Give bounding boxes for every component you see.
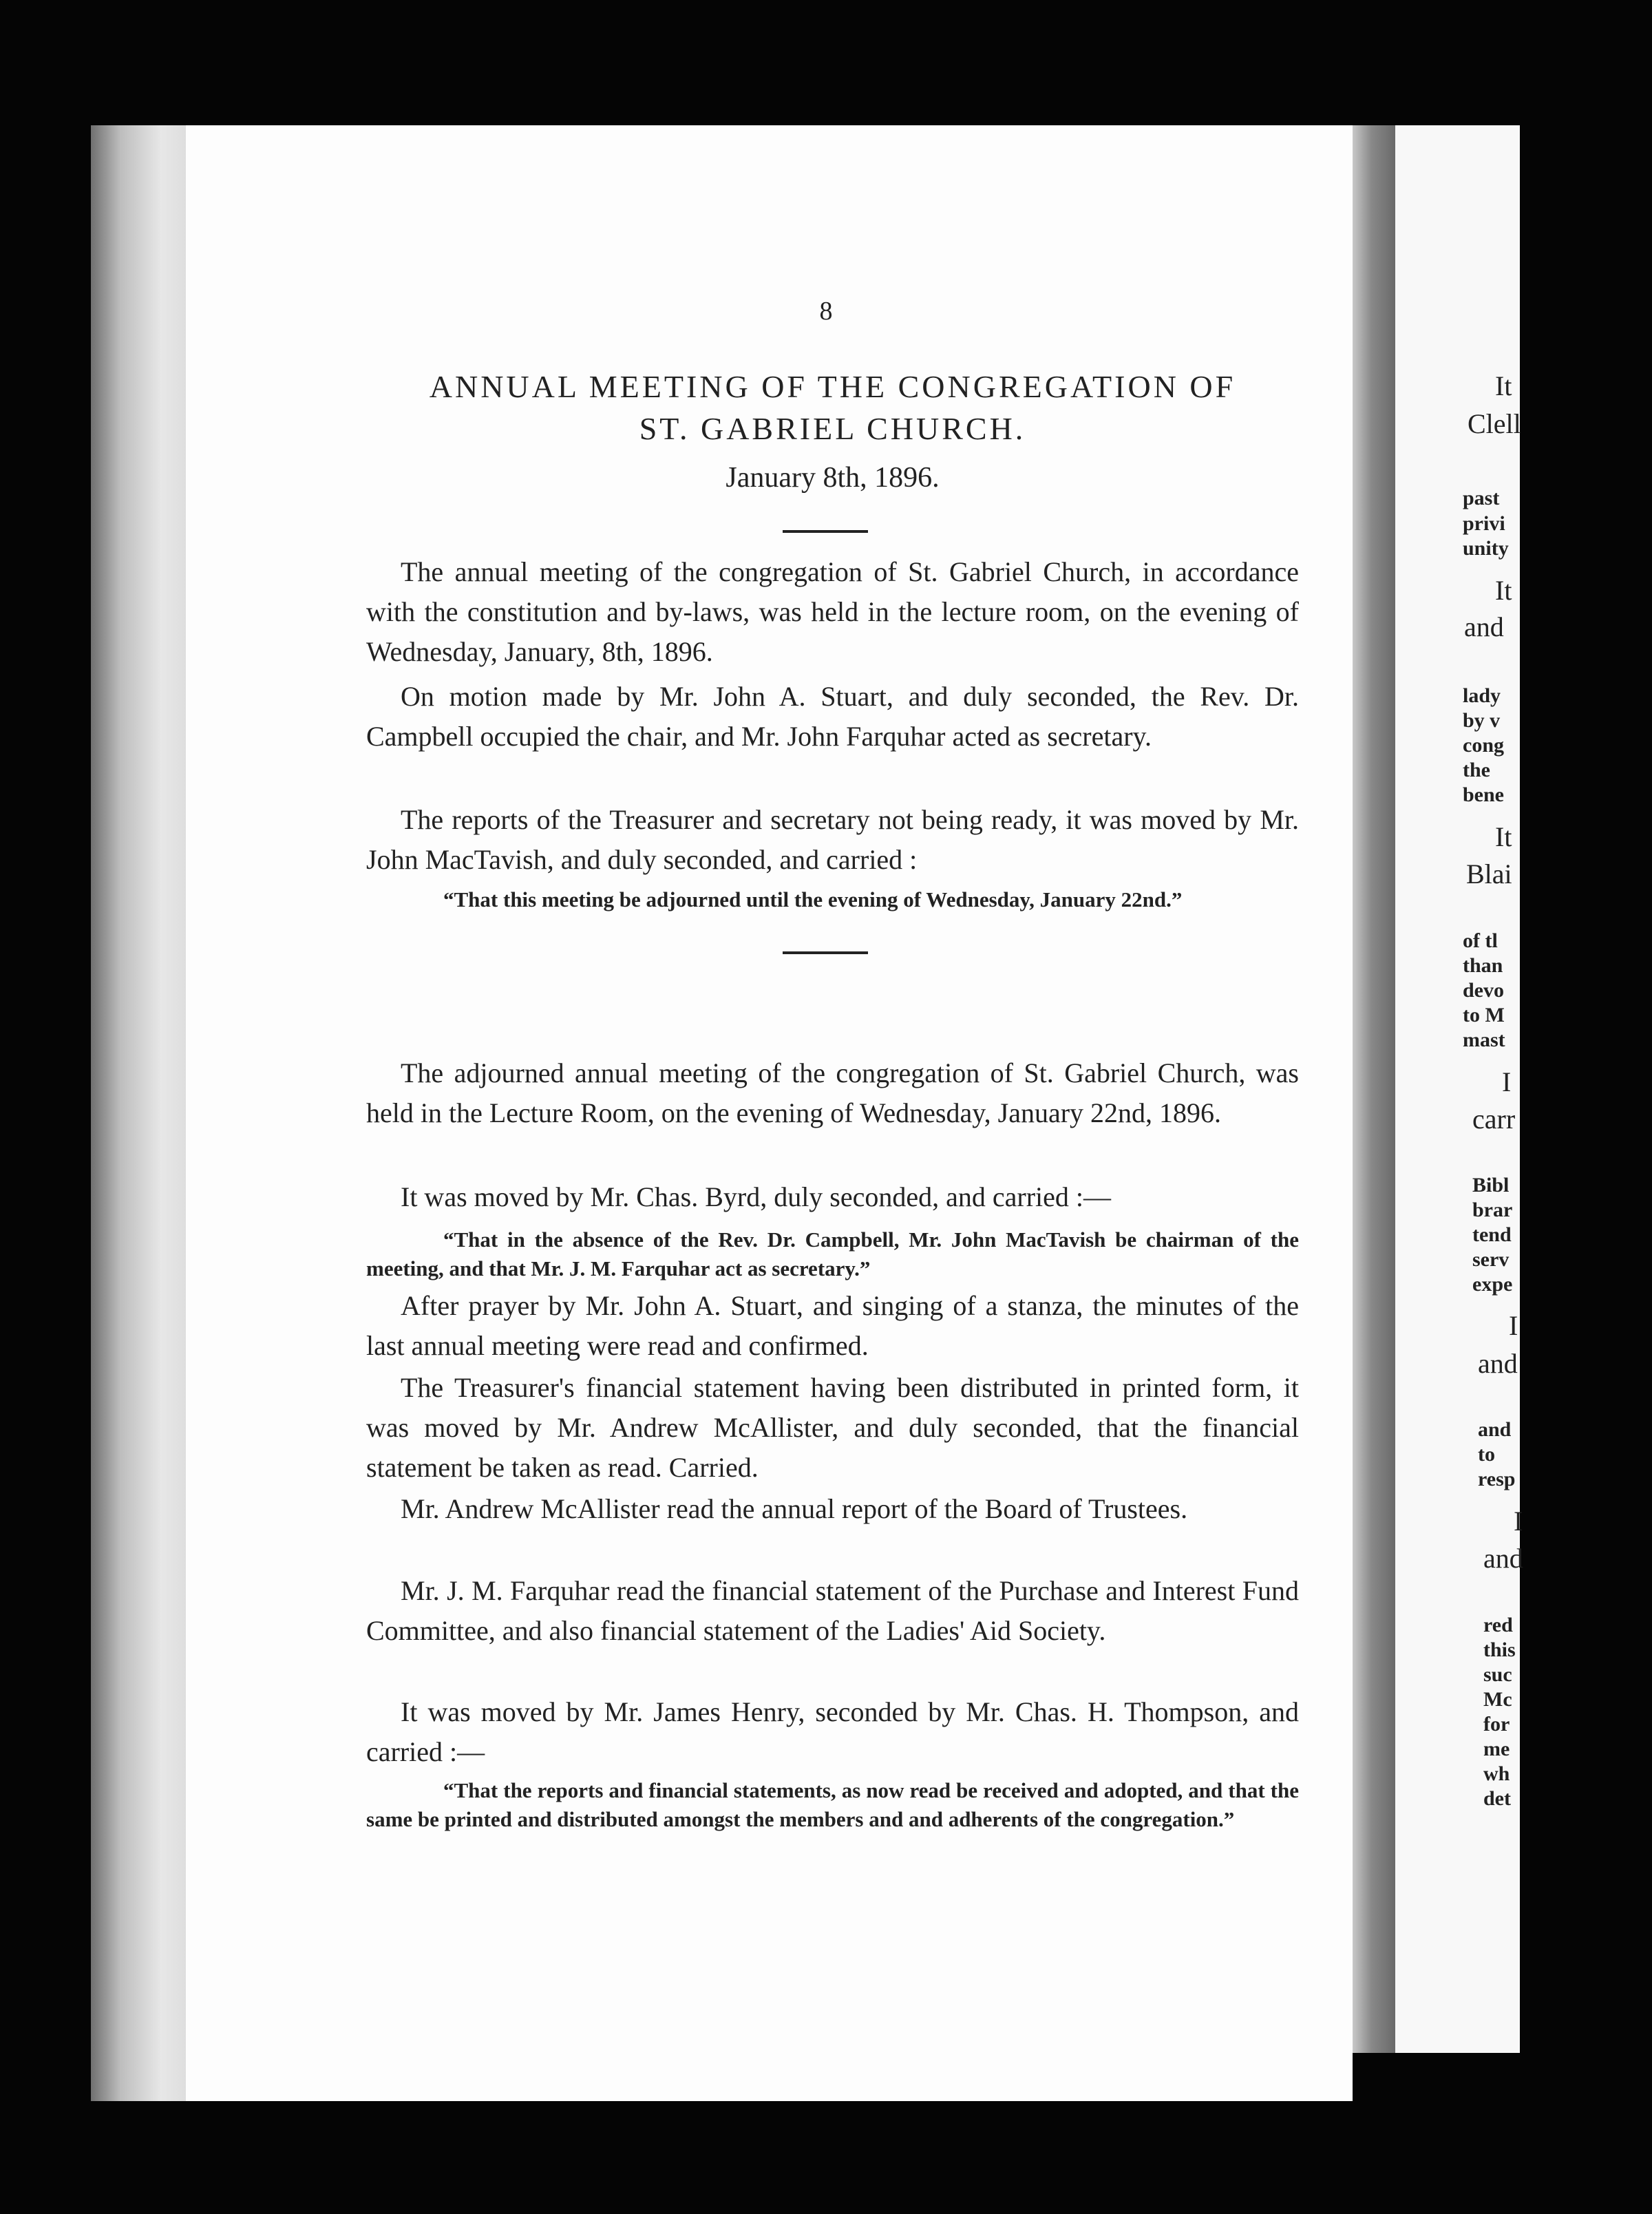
next-page-fragment: lady xyxy=(1463,684,1501,707)
next-page-fragment: det xyxy=(1483,1787,1511,1810)
adjourned-meeting-paragraph-6: Mr. J. M. Farquhar read the financial statement of the Purchase and Interest Fund Committee, and also financial statement of the Ladies' Aid Society. xyxy=(366,1575,1299,1646)
next-page-fragment: and xyxy=(1478,1418,1512,1441)
next-page-fragment: cong xyxy=(1463,734,1504,757)
adjourned-meeting-resolution-1: “That in the absence of the Rev. Dr. Campbell, Mr. John MacTavish be chairman of the meeting, and that Mr. J. M. Farquhar act as secretary.” xyxy=(366,1227,1299,1280)
heading-date: January 8th, 1896. xyxy=(726,462,940,494)
adjourned-meeting-paragraph-7: It was moved by Mr. James Henry, seconded by Mr. Chas. H. Thompson, and carried :— xyxy=(366,1696,1299,1767)
next-page-fragment: Blai xyxy=(1466,858,1512,889)
next-page-fragment: than xyxy=(1463,954,1503,977)
first-meeting-paragraph-1: The annual meeting of the congregation of St. Gabriel Church, in accordance with the constitution and by-laws, was held in the lecture room, on the evening of Wednesday, January, 8th, 1896. xyxy=(366,556,1299,667)
next-page-fragment: devo xyxy=(1463,979,1504,1002)
next-page-fragment: red xyxy=(1483,1614,1513,1636)
next-page-fragment: Bibl xyxy=(1472,1174,1510,1196)
next-page-fragment: brar xyxy=(1472,1199,1513,1221)
adjourned-meeting-paragraph-3: After prayer by Mr. John A. Stuart, and singing of a stanza, the minutes of the last annual meeting were read and confirmed. xyxy=(366,1290,1299,1361)
adjourned-meeting-paragraph-1: The adjourned annual meeting of the congregation of St. Gabriel Church, was held in the Lecture Room, on the evening of Wednesday, January 22nd, 1896. xyxy=(366,1057,1299,1128)
next-page-fragment: It xyxy=(1495,575,1512,606)
book-gutter xyxy=(1353,125,1395,2053)
first-meeting-paragraph-2: On motion made by Mr. John A. Stuart, and duly seconded, the Rev. Dr. Campbell occupied the chair, and Mr. John Farquhar acted as secretary. xyxy=(366,681,1299,752)
next-page-fragment: It xyxy=(1495,370,1512,401)
adjourned-meeting-paragraph-5: Mr. Andrew McAllister read the annual report of the Board of Trustees. xyxy=(401,1493,1188,1524)
next-page-fragment: to xyxy=(1478,1443,1495,1466)
next-page-fragment: suc xyxy=(1483,1663,1512,1686)
next-page-fragment: privi xyxy=(1463,512,1505,535)
adjourned-meeting-paragraph-4: The Treasurer's financial statement having been distributed in printed form, it was moved by Mr. Andrew McAllister, and duly seconded, that the financial statement be taken as read. Carried. xyxy=(366,1372,1299,1483)
next-page-fragment: by v xyxy=(1463,709,1501,732)
next-page-fragment: bene xyxy=(1463,783,1504,806)
next-page-fragment: for xyxy=(1483,1713,1510,1736)
next-page-fragment: of tl xyxy=(1463,929,1498,952)
next-page-fragment: I xyxy=(1514,1506,1523,1537)
heading-line-2: ST. GABRIEL CHURCH. xyxy=(639,411,1026,446)
adjourned-meeting-resolution-2: “That the reports and financial statements, as now read be received and adopted, and that the same be printed and distributed amongst the members and and adherents of the congregation.” xyxy=(366,1778,1299,1831)
next-page-fragment: resp xyxy=(1478,1468,1516,1490)
next-page-fragment: It xyxy=(1495,821,1512,852)
next-page-fragment: me xyxy=(1483,1738,1510,1760)
page-number: 8 xyxy=(819,297,833,326)
next-page-fragment: to M xyxy=(1463,1004,1505,1026)
next-page-fragment: wh xyxy=(1483,1762,1510,1785)
first-meeting-resolution: “That this meeting be adjourned until the evening of Wednesday, January 22nd.” xyxy=(443,887,1183,911)
heading-line-1: ANNUAL MEETING OF THE CONGREGATION OF xyxy=(429,369,1236,404)
next-page-fragment: expe xyxy=(1472,1273,1513,1296)
adjourned-meeting-paragraph-2: It was moved by Mr. Chas. Byrd, duly seconded, and carried :— xyxy=(401,1181,1112,1212)
next-page-fragment: and xyxy=(1478,1348,1518,1379)
next-page-fragment: this xyxy=(1483,1638,1516,1661)
next-page-fragment: past xyxy=(1463,487,1500,509)
next-page-fragment: tend xyxy=(1472,1223,1512,1246)
next-page-fragment: Mc xyxy=(1483,1688,1512,1711)
next-page-edge xyxy=(1395,125,1523,2053)
section-rule xyxy=(783,530,868,533)
next-page-fragment: the xyxy=(1463,759,1490,781)
next-page-fragment: unity xyxy=(1463,537,1509,560)
next-page-fragment: Clell xyxy=(1468,408,1521,439)
next-page-fragment: carr xyxy=(1472,1104,1516,1135)
next-page-fragment: and xyxy=(1464,611,1504,642)
first-meeting-paragraph-3: The reports of the Treasurer and secretary not being ready, it was moved by Mr. John MacTavish, and duly seconded, and carried : xyxy=(366,804,1299,875)
next-page-fragment: I xyxy=(1502,1066,1512,1097)
next-page-fragment: and xyxy=(1483,1543,1523,1574)
section-rule xyxy=(783,951,868,954)
next-page-fragment: serv xyxy=(1472,1248,1510,1271)
next-page-fragment: mast xyxy=(1463,1029,1505,1051)
next-page-fragment: I xyxy=(1509,1310,1518,1341)
